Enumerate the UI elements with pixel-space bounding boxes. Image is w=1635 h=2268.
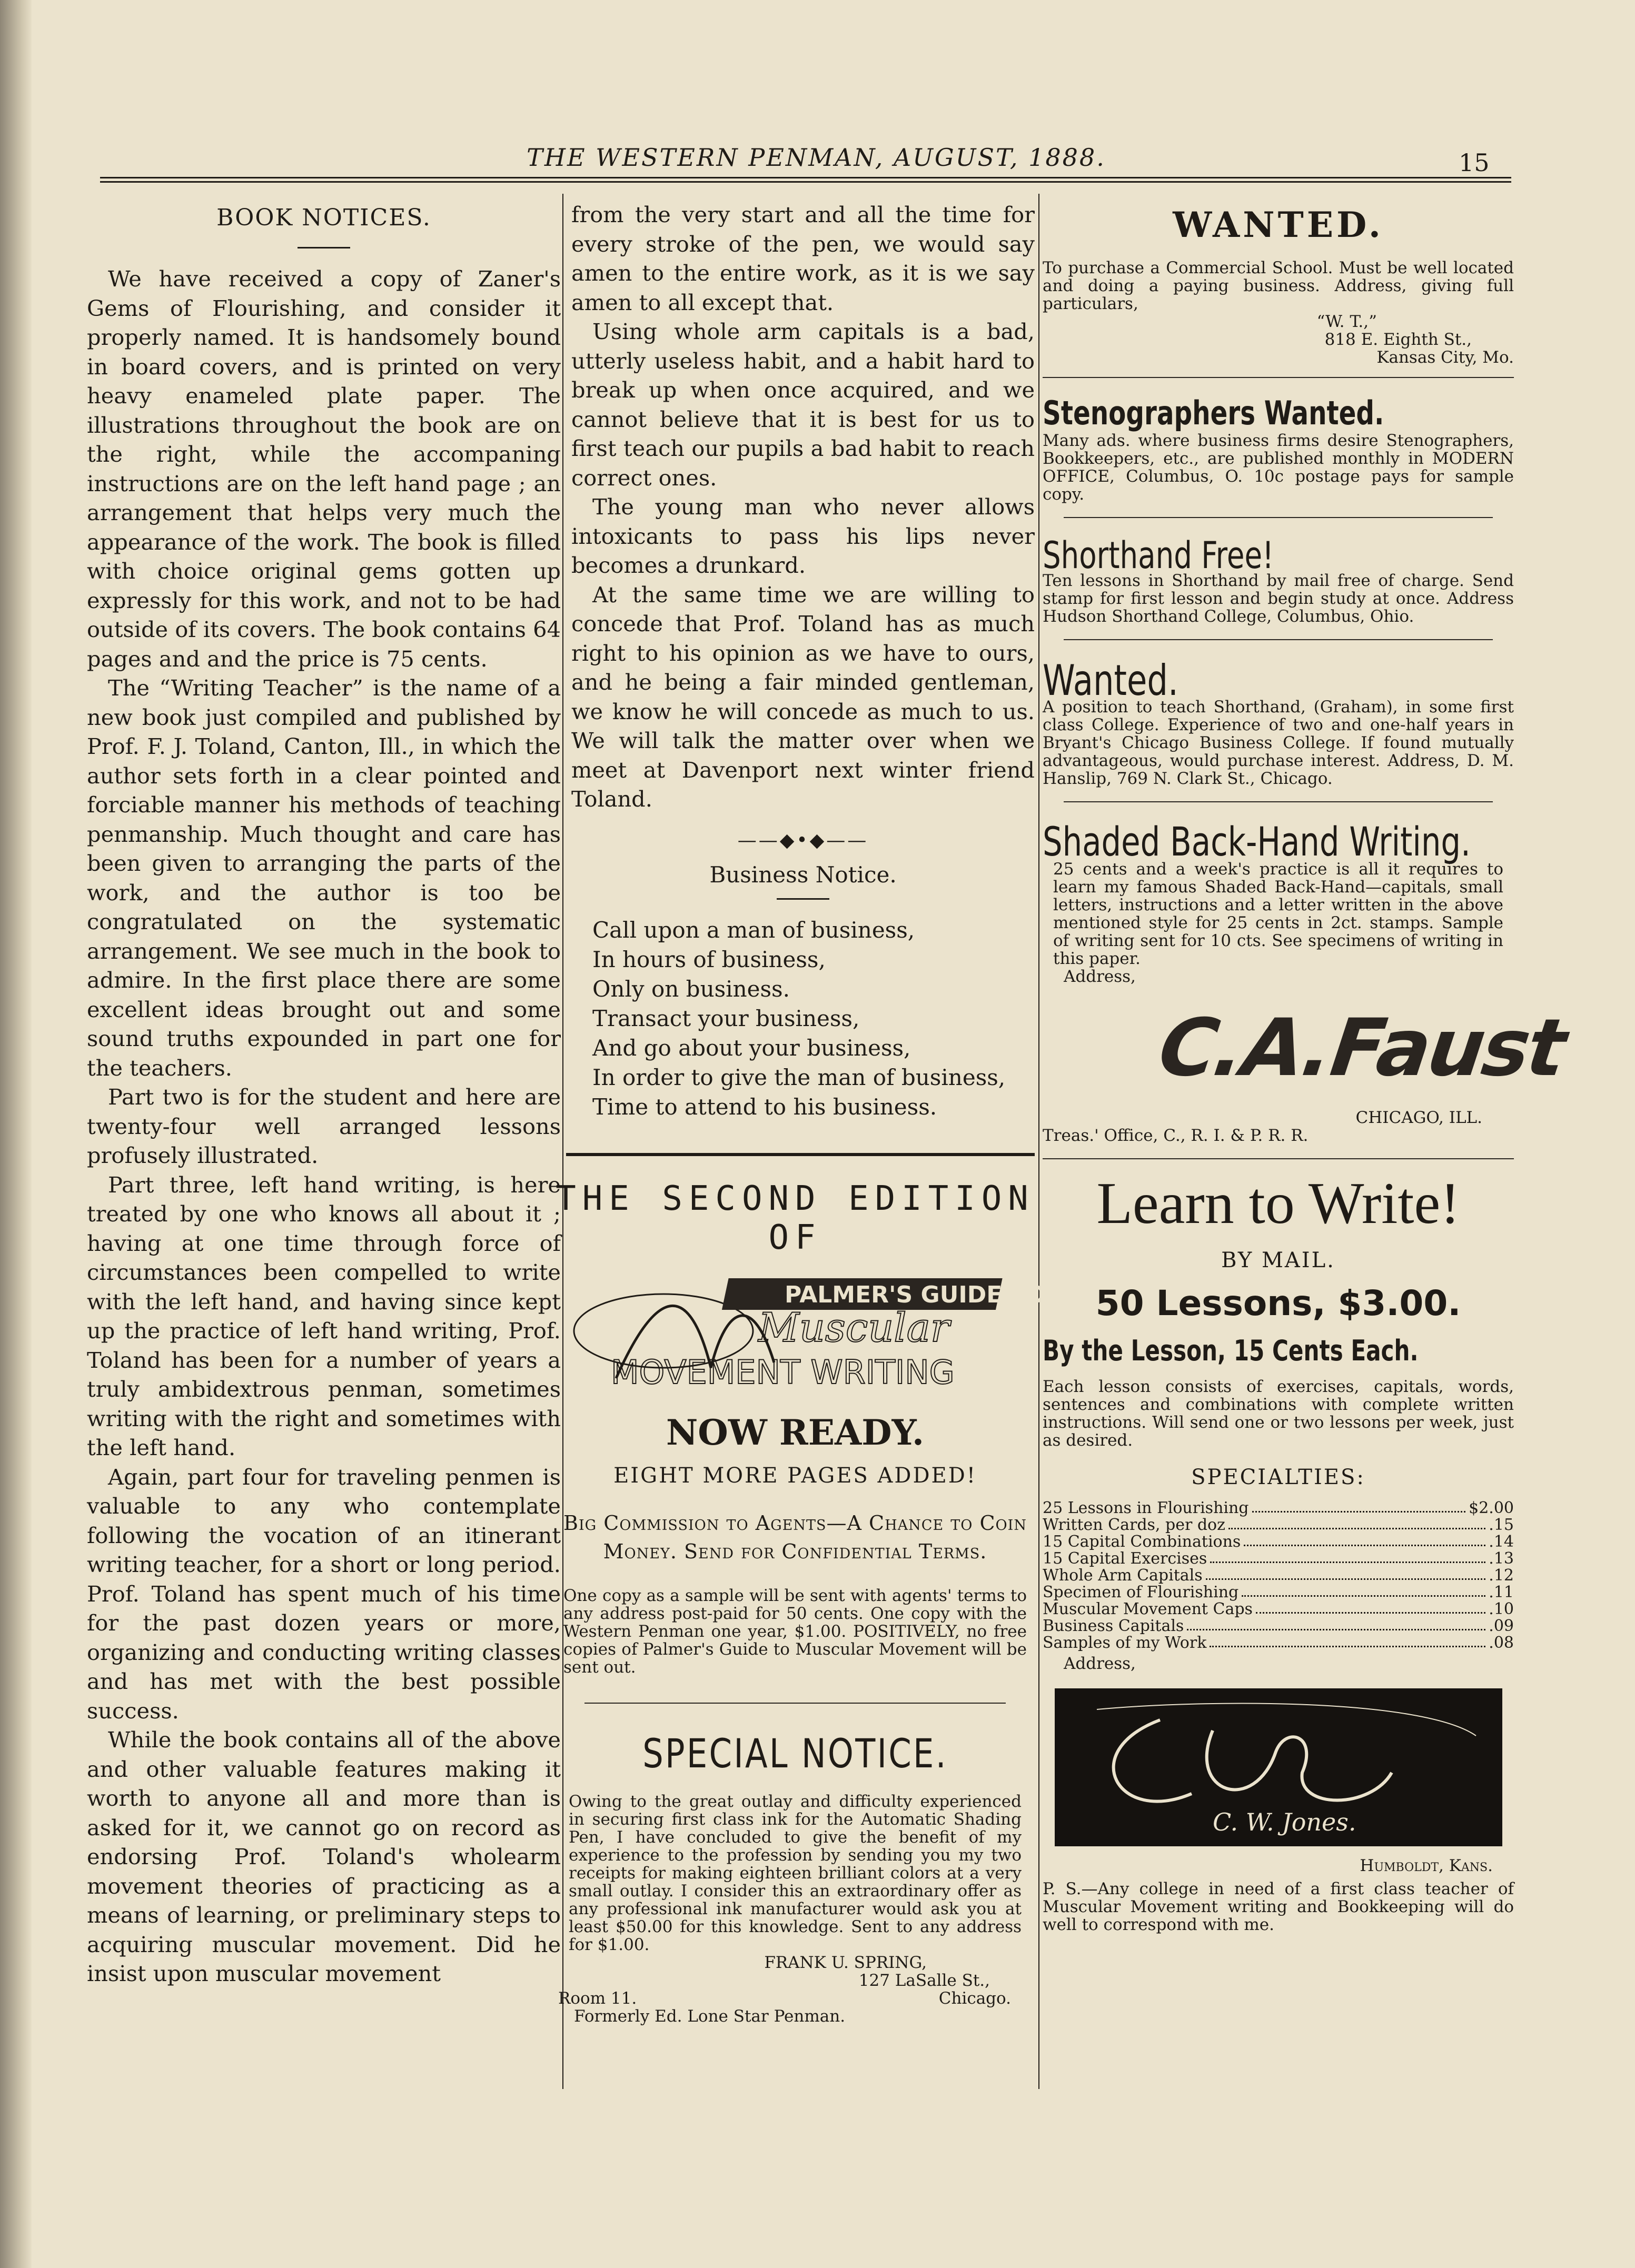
specialty-item: Muscular Movement Caps: [1043, 1600, 1253, 1618]
signer: FRANK U. SPRING,: [764, 1953, 927, 1972]
specialty-price: $2.00: [1469, 1499, 1514, 1517]
specialty-item: Business Capitals: [1043, 1617, 1184, 1635]
shorthand-heading-row: [1043, 534, 1514, 577]
leader-dots: [1242, 1584, 1485, 1597]
paragraph: The “Writing Teacher” is the name of a new book just compiled and published by Prof. F. J. Toland, Canton, Ill., in which the author sets forth in a clear pointed and forciable manner his methods of teaching penmanship. Much thought and care has been given to arranging the parts of the work, and the author is too be congratulated on the systematic arrangement. We see much in the book to admire. In the first place there are some excellent ideas brought out and some sound truths expounded in part one for the teachers.: [87, 675, 561, 1081]
specialty-item: Samples of my Work: [1043, 1634, 1207, 1652]
specialty-row: [1043, 1618, 1514, 1635]
shaded-address-label: Address,: [1064, 967, 1136, 986]
separator: [1043, 1158, 1514, 1159]
signer-address: 127 LaSalle St.,: [858, 1971, 990, 1990]
faust-logo: [1043, 986, 1580, 1107]
poem-title: Business Notice.: [709, 861, 897, 888]
palmer-ad-column: [553, 1169, 1046, 2074]
paragraph: At the same time we are willing to concede that Prof. Toland has as much right to his opinion as we have to ours, and he being a fair minded gentleman, we know he will concede as much to us. We will talk the matter over when we meet at Davenport next winter friend Toland.: [571, 581, 1035, 812]
jones-signature: [1055, 1688, 1502, 1846]
paragraph: Again, part four for traveling penmen is valuable to any who contemplate following the vocation of an itinerant writing teacher, for a short or long period. Prof. Toland has spent much of his time for the past dozen years or more, organizing and conducting writing classes and has met with the best possible success.: [87, 1464, 561, 1724]
formerly: Formerly Ed. Lone Star Penman.: [574, 2007, 846, 2026]
header-rule-2: [100, 181, 1511, 183]
leader-dots: [1228, 1517, 1485, 1529]
wanted2-body: A position to teach Shorthand, (Graham), in some first class College. Experience of two and one-half years in Bryant's Chicago Business College. If found mutually advantageous, would purchase interest. Address, D. M. Hanslip, 769 N. Clark St., Chicago.: [1043, 698, 1514, 788]
leader-dots: [1256, 1601, 1485, 1614]
specialty-item: 25 Lessons in Flourishing: [1043, 1499, 1249, 1517]
eight-pages-line: EIGHT MORE PAGES ADDED!: [613, 1464, 977, 1488]
stenographers-body: Many ads. where business firms desire Stenographers, Bookkeepers, etc., are published monthly in MODERN OFFICE, Columbus, O. 10c postage pays for sample copy.: [1043, 431, 1514, 504]
specialty-price: .13: [1489, 1549, 1514, 1568]
shaded-body: 25 cents and a week's practice is all it requires to learn my famous Shaded Back-Hand—capitals, small letters, instructions and a letter written in the above mentioned style for 25 cents in 2ct. stamps. Sample of writing sent for 10 cts. See specimens of writing in this paper.: [1053, 860, 1503, 968]
wanted-addr1: “W. T.,”: [1316, 312, 1377, 331]
poem-line: Call upon a man of business,: [592, 917, 915, 943]
poem-line: Time to attend to his business.: [592, 1093, 937, 1120]
shorthand-title: Shorthand Free!: [1043, 534, 1274, 577]
separator: [1064, 517, 1493, 518]
ads-column: [1043, 200, 1580, 2095]
leader-dots: [1252, 1500, 1466, 1513]
poem-line: In order to give the man of business,: [592, 1064, 1006, 1090]
separator: [1064, 639, 1493, 640]
specialty-price: .10: [1489, 1600, 1514, 1618]
wanted-title: WANTED.: [1173, 204, 1384, 245]
now-ready-heading: NOW READY.: [666, 1412, 925, 1453]
column-divider-2: [1038, 194, 1039, 2089]
logo-line-1: PALMER'S GUIDE TO: [785, 1281, 1046, 1308]
specialty-row: [1043, 1517, 1514, 1534]
specialty-row: [1043, 1584, 1514, 1601]
specialty-price: .09: [1489, 1617, 1514, 1635]
specialty-price: .08: [1489, 1634, 1514, 1652]
leader-dots: [1210, 1635, 1485, 1647]
paragraph: from the very start and all the time for every stroke of the pen, we would say amen to the entire work, as it is we say amen to all except that.: [571, 202, 1035, 315]
shaded-title: Shaded Back-Hand Writing.: [1043, 818, 1471, 865]
ornament-divider: ——◆•◆——: [737, 829, 869, 851]
shaded-city: CHICAGO, ILL.: [1355, 1108, 1482, 1127]
specialty-price: .11: [1489, 1583, 1514, 1601]
second-edition-heading: THE SECOND EDITION OF: [556, 1179, 1035, 1257]
by-mail: BY MAIL.: [1221, 1248, 1335, 1272]
specialties-title: SPECIALTIES:: [1191, 1465, 1365, 1489]
learn-city: Humboldt, Kans.: [1360, 1856, 1493, 1875]
paragraph: Using whole arm capitals is a bad, utterly useless habit, and a habit hard to break up when once acquired, and we cannot believe that it is best for us to first teach our pupils a bad habit to reach correct ones.: [571, 319, 1035, 491]
specialty-row: [1043, 1550, 1514, 1567]
poem-line: And go about your business,: [592, 1034, 911, 1061]
logo-line-2: Muscular: [758, 1304, 950, 1351]
paragraph: Part two is for the student and here are twenty-four well arranged lessons profusely illustrated.: [87, 1084, 561, 1168]
special-notice-body: Owing to the great outlay and difficulty experienced in securing first class ink for the Automatic Shading Pen, I have concluded to give the benefit of my experience to the profession by sending you my two receipts for making eighteen brilliant colors at a very small outlay. I consider this an extraordinary offer as any professional ink manufacturer would ask you at least $50.00 for this knowledge. Sent to any address for $1.00.: [569, 1792, 1022, 1954]
poem-line: Transact your business,: [592, 1005, 860, 1031]
wanted-addr2: 818 E. Eighth St.,: [1324, 330, 1472, 349]
learn-body: Each lesson consists of exercises, capitals, words, sentences and combinations with complete written instructions. Will send one or two lessons per week, just as desired.: [1043, 1377, 1514, 1450]
learn-ps: P. S.—Any college in need of a first class teacher of Muscular Movement writing and Bookkeeping will do well to correspond with me.: [1043, 1879, 1514, 1934]
paragraph: Part three, left hand writing, is here treated by one who knows all about it ; having at one time through force of circumstances been compelled to write with the left hand, and having since kept up the practice of left hand writing, Prof. Toland has been for a number of years a truly ambidextrous penman, sometimes writing with the right and sometimes with the left hand.: [87, 1171, 561, 1460]
title-rule: [777, 898, 829, 900]
page-number: 15: [1459, 148, 1490, 177]
header-rule: [100, 177, 1511, 178]
room: Room 11.: [558, 1989, 637, 2008]
separator: [1064, 801, 1493, 802]
signature-flourish: [1055, 1688, 1502, 1846]
book-notices-title: BOOK NOTICES.: [216, 204, 431, 231]
shaded-office: Treas.' Office, C., R. I. & P. R. R.: [1043, 1126, 1309, 1145]
leader-dots: [1187, 1618, 1485, 1630]
faust-logo-text: C.A.Faust: [1144, 1002, 1580, 1095]
room-city-line: [558, 1990, 1011, 2007]
lessons-price: 50 Lessons, $3.00.: [1095, 1283, 1461, 1324]
specialty-row: [1043, 1567, 1514, 1584]
special-notice-title: SPECIAL NOTICE.: [642, 1730, 948, 1777]
leader-dots: [1244, 1534, 1485, 1546]
specialties-list: [1043, 1500, 1514, 1652]
leader-dots: [1206, 1567, 1486, 1580]
by-lesson: By the Lesson, 15 Cents Each.: [1043, 1334, 1419, 1367]
wanted-addr3: Kansas City, Mo.: [1376, 348, 1514, 367]
specialty-item: Whole Arm Capitals: [1043, 1566, 1203, 1585]
leader-dots: [1210, 1550, 1485, 1563]
specialty-row: [1043, 1500, 1514, 1517]
poem-line: Only on business.: [592, 976, 790, 1002]
commission-line: Big Commission to Agents—A Chance to Coin Money. Send for Confidential Terms.: [563, 1511, 1027, 1563]
city: Chicago.: [938, 1989, 1011, 2008]
logo-line-3: MOVEMENT WRITING: [611, 1353, 955, 1391]
signature-text: C. W. Jones.: [1212, 1808, 1356, 1836]
specialty-row: [1043, 1601, 1514, 1618]
palmer-body: One copy as a sample will be sent with agents' terms to any address post-paid for 50 cents. One copy with the Western Penman one year, $1.00. POSITIVELY, no free copies of Palmer's Guide to Muscular Movement will be sent out.: [563, 1586, 1027, 1677]
poem-bottom-rule: [566, 1153, 1035, 1156]
wanted-body: To purchase a Commercial School. Must be well located and doing a paying business. Address, giving full particulars,: [1043, 258, 1514, 313]
separator: [1043, 377, 1514, 378]
book-spine: [0, 0, 32, 2268]
wanted2-title: Wanted.: [1043, 656, 1178, 705]
specialty-row: [1043, 1635, 1514, 1652]
paragraph: While the book contains all of the above and other valuable features making it worth to anyone all and more than is asked for it, we cannot go on record as endorsing Prof. Toland's wholearm movement theories of practicing as a means of learning, or preliminary steps to acquiring muscular movement. Did he insist upon muscular movement: [87, 1727, 561, 1986]
paragraph: The young man who never allows intoxicants to pass his lips never becomes a drunkard.: [571, 494, 1035, 578]
specialty-price: .15: [1489, 1516, 1514, 1534]
separator: [584, 1703, 1006, 1704]
specialty-item: 15 Capital Exercises: [1043, 1549, 1207, 1568]
title-rule: [298, 247, 350, 248]
learn-title: Learn to Write!: [1096, 1171, 1460, 1236]
specialty-item: 15 Capital Combinations: [1043, 1533, 1241, 1551]
learn-address-label: Address,: [1064, 1654, 1136, 1673]
shorthand-body: Ten lessons in Shorthand by mail free of charge. Send stamp for first lesson and begin study at once. Address Hudson Shorthand College, Columbus, Ohio.: [1043, 571, 1514, 626]
specialty-price: .14: [1489, 1533, 1514, 1551]
shaded-heading-row: [1043, 818, 1514, 865]
book-notices-column: [87, 200, 561, 2074]
stenographers-heading-row: [1043, 394, 1514, 432]
palmers-guide-logo: [553, 1262, 1046, 1399]
specialty-item: Written Cards, per doz: [1043, 1516, 1225, 1534]
running-header: THE WESTERN PENMAN, AUGUST, 1888.: [527, 143, 1106, 172]
paragraph: We have received a copy of Zaner's Gems of Flourishing, and consider it properly named. It is handsomely bound in board covers, and is printed on very heavy enameled plate paper. The illustrations throughout the book are on the right, while the accompaning instructions are on the left hand page ; an arrangement that helps very much the appearance of the work. The book is filled with choice original gems gotten up expressly for this work, and not to be had outside of its covers. The book contains 64 pages and and the price is 75 cents.: [87, 266, 561, 672]
specialty-item: Specimen of Flourishing: [1043, 1583, 1239, 1601]
stenographers-title: Stenographers Wanted.: [1043, 394, 1384, 432]
poem-line: In hours of business,: [592, 946, 826, 972]
continuation-column: [571, 200, 1035, 1142]
wanted2-heading-row: [1043, 656, 1514, 705]
specialty-price: .12: [1489, 1566, 1514, 1585]
specialty-row: [1043, 1534, 1514, 1550]
